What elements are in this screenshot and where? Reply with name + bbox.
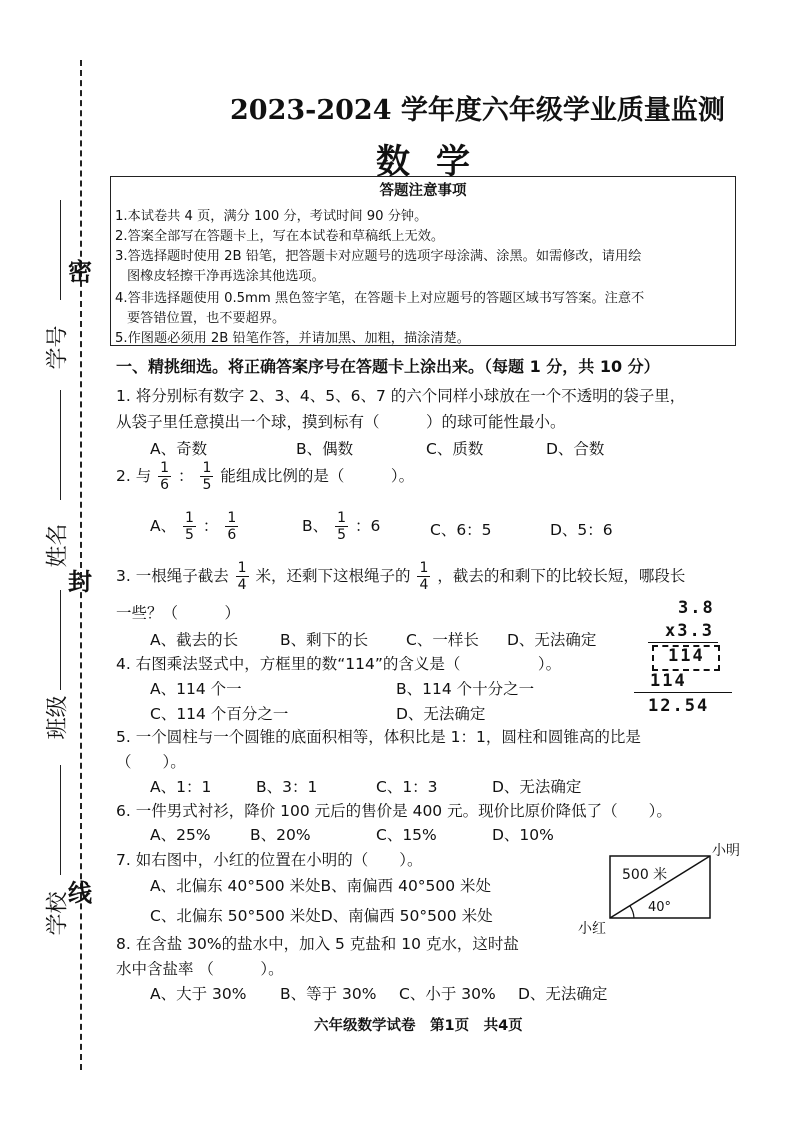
class-label: 班级 bbox=[45, 695, 71, 740]
q3-line-2: 一些？（ ） bbox=[116, 604, 241, 622]
q6-option-b: B、20% bbox=[250, 826, 311, 844]
q2-stem bbox=[116, 460, 414, 493]
q1-option-b: B、偶数 bbox=[296, 440, 354, 458]
seal-char-mi: 密 bbox=[68, 258, 92, 286]
q4-option-b: B、114 个十分之一 bbox=[396, 680, 535, 698]
q1-line-2: 从袋子里任意摸出一个球，摸到标有（ ）的球可能性最小。 bbox=[116, 413, 566, 431]
student-id-blank bbox=[60, 200, 61, 300]
q7-stem: 7. 如右图中，小红的位置在小明的（ ）。 bbox=[116, 851, 423, 869]
class-blank bbox=[60, 590, 61, 690]
diagram-distance-label: 500 米 bbox=[622, 867, 668, 883]
q2-option-d: D、5：6 bbox=[550, 521, 613, 539]
exam-title: 2023-2024 学年度六年级学业质量监测 bbox=[230, 95, 725, 126]
fraction: $\frac{1}{4}$ bbox=[237, 560, 247, 593]
q3-option-d: D、无法确定 bbox=[507, 631, 597, 649]
subject-title: 数学 bbox=[376, 142, 496, 182]
q8-option-c: C、小于 30% bbox=[399, 985, 496, 1003]
notice-line: 要答错位置，也不要超界。 bbox=[127, 311, 286, 326]
page-footer: 六年级数学试卷 第1页 共4页 bbox=[314, 1018, 523, 1034]
diagram-angle-arc bbox=[630, 906, 634, 918]
notice-box bbox=[110, 176, 736, 346]
q3-line-1: 3. 一根绳子截去 $\frac{1}{4}$ 米，还剩下这根绳子的 $\frac{1}{4}$ ，截去的和剩下的比较长短，哪段长 bbox=[116, 560, 686, 593]
q8-option-d: D、无法确定 bbox=[518, 985, 608, 1003]
q6-option-d: D、10% bbox=[492, 826, 554, 844]
notice-title: 答题注意事项 bbox=[379, 183, 467, 199]
calc-row-multiplier: x3.3 bbox=[665, 621, 714, 641]
q1-option-a: A、奇数 bbox=[150, 440, 208, 458]
notice-line: 5.作图题必须用 2B 铅笔作答，并请加黑、加粗，描涂清楚。 bbox=[115, 331, 470, 346]
q8-line-2: 水中含盐率 （ ）。 bbox=[116, 960, 284, 978]
q5-line-1: 5. 一个圆柱与一个圆锥的底面积相等，体积比是 1：1，圆柱和圆锥高的比是 bbox=[116, 728, 641, 746]
calc-rule bbox=[648, 642, 718, 643]
fraction: $\frac{1}{6}$ bbox=[227, 510, 237, 543]
notice-line: 2.答案全部写在答题卡上，写在本试卷和草稿纸上无效。 bbox=[115, 229, 445, 244]
notice-line: 图橡皮轻擦干净再选涂其他选项。 bbox=[127, 269, 325, 284]
calc-row-partial: 114 bbox=[650, 671, 687, 691]
q5-option-a: A、1：1 bbox=[150, 778, 212, 796]
q4-option-a: A、114 个一 bbox=[150, 680, 242, 698]
q4-option-d: D、无法确定 bbox=[396, 705, 486, 723]
seal-char-feng: 封 bbox=[68, 568, 92, 596]
q5-line-2: （ ）。 bbox=[116, 753, 186, 771]
q2-suffix: 能组成比例的是（ ）。 bbox=[220, 467, 415, 485]
q3-option-a: A、截去的长 bbox=[150, 631, 239, 649]
q4-option-c: C、114 个百分之一 bbox=[150, 705, 289, 723]
q2-option-a: A、 $\frac{1}{5}$ ： $\frac{1}{6}$ bbox=[150, 510, 237, 543]
q3-option-b: B、剩下的长 bbox=[280, 631, 369, 649]
q6-stem: 6. 一件男式衬衫，降价 100 元后的售价是 400 元。现价比原价降低了（ ）。 bbox=[116, 802, 672, 820]
name-label: 姓名 bbox=[45, 523, 71, 568]
fraction: $\frac{1}{6}$ bbox=[160, 460, 170, 493]
fraction: $\frac{1}{4}$ bbox=[419, 560, 429, 593]
student-id-label: 学号 bbox=[45, 325, 71, 370]
ratio-colon: ： bbox=[178, 467, 194, 485]
q7-options-ab: A、北偏东 40°500 米处B、南偏西 40°500 米处 bbox=[150, 877, 492, 895]
diagram-label-xiaohong: 小红 bbox=[578, 921, 606, 937]
q1-option-c: C、质数 bbox=[426, 440, 484, 458]
q5-option-c: C、1：3 bbox=[376, 778, 438, 796]
calc-row-multiplicand: 3.8 bbox=[678, 598, 715, 618]
fraction: $\frac{1}{5}$ bbox=[202, 460, 212, 493]
q5-option-b: B、3：1 bbox=[256, 778, 318, 796]
fraction: $\frac{1}{5}$ bbox=[185, 510, 194, 543]
q1-option-d: D、合数 bbox=[546, 440, 605, 458]
q2-option-c: C、6：5 bbox=[430, 521, 492, 539]
notice-line: 1.本试卷共 4 页，满分 100 分，考试时间 90 分钟。 bbox=[115, 209, 428, 224]
q2-option-b: B、 $\frac{1}{5}$ ：6 bbox=[302, 510, 381, 543]
notice-line: 3.答选择题时使用 2B 铅笔，把答题卡对应题号的选项字母涂满、涂黑。如需修改，请用绘 bbox=[115, 249, 642, 264]
diagram-angle-label: 40° bbox=[648, 900, 672, 915]
notice-line: 4.答非选择题使用 0.5mm 黑色签字笔，在答题卡上对应题号的答题区域书写答案。注意不 bbox=[115, 291, 645, 306]
fraction: $\frac{1}{5}$ bbox=[337, 510, 346, 543]
q6-option-a: A、25% bbox=[150, 826, 211, 844]
section-1-title: 一、精挑细选。将正确答案序号在答题卡上涂出来。（每题 1 分，共 10 分） bbox=[116, 357, 660, 376]
q6-option-c: C、15% bbox=[376, 826, 437, 844]
name-blank bbox=[60, 390, 61, 500]
diagram-label-xiaoming: 小明 bbox=[712, 843, 740, 859]
school-label: 学校 bbox=[45, 891, 71, 936]
q5-option-d: D、无法确定 bbox=[492, 778, 582, 796]
q4-stem: 4. 右图乘法竖式中，方框里的数“114”的含义是（ ）。 bbox=[116, 655, 562, 673]
calc-boxed-partial: 114 bbox=[668, 646, 705, 666]
q7-options-cd: C、北偏东 50°500 米处D、南偏西 50°500 米处 bbox=[150, 907, 493, 925]
q2-prefix: 2. 与 bbox=[116, 467, 152, 485]
calc-result: 12.54 bbox=[648, 696, 710, 716]
seal-char-xian: 线 bbox=[68, 879, 92, 907]
q8-option-a: A、大于 30% bbox=[150, 985, 247, 1003]
q8-option-b: B、等于 30% bbox=[280, 985, 377, 1003]
calc-rule bbox=[634, 692, 732, 693]
q3-option-c: C、一样长 bbox=[406, 631, 479, 649]
q8-line-1: 8. 在含盐 30%的盐水中，加入 5 克盐和 10 克水，这时盐 bbox=[116, 935, 519, 953]
q1-line-1: 1. 将分别标有数字 2、3、4、5、6、7 的六个同样小球放在一个不透明的袋子里， bbox=[116, 387, 686, 405]
school-blank bbox=[60, 765, 61, 875]
